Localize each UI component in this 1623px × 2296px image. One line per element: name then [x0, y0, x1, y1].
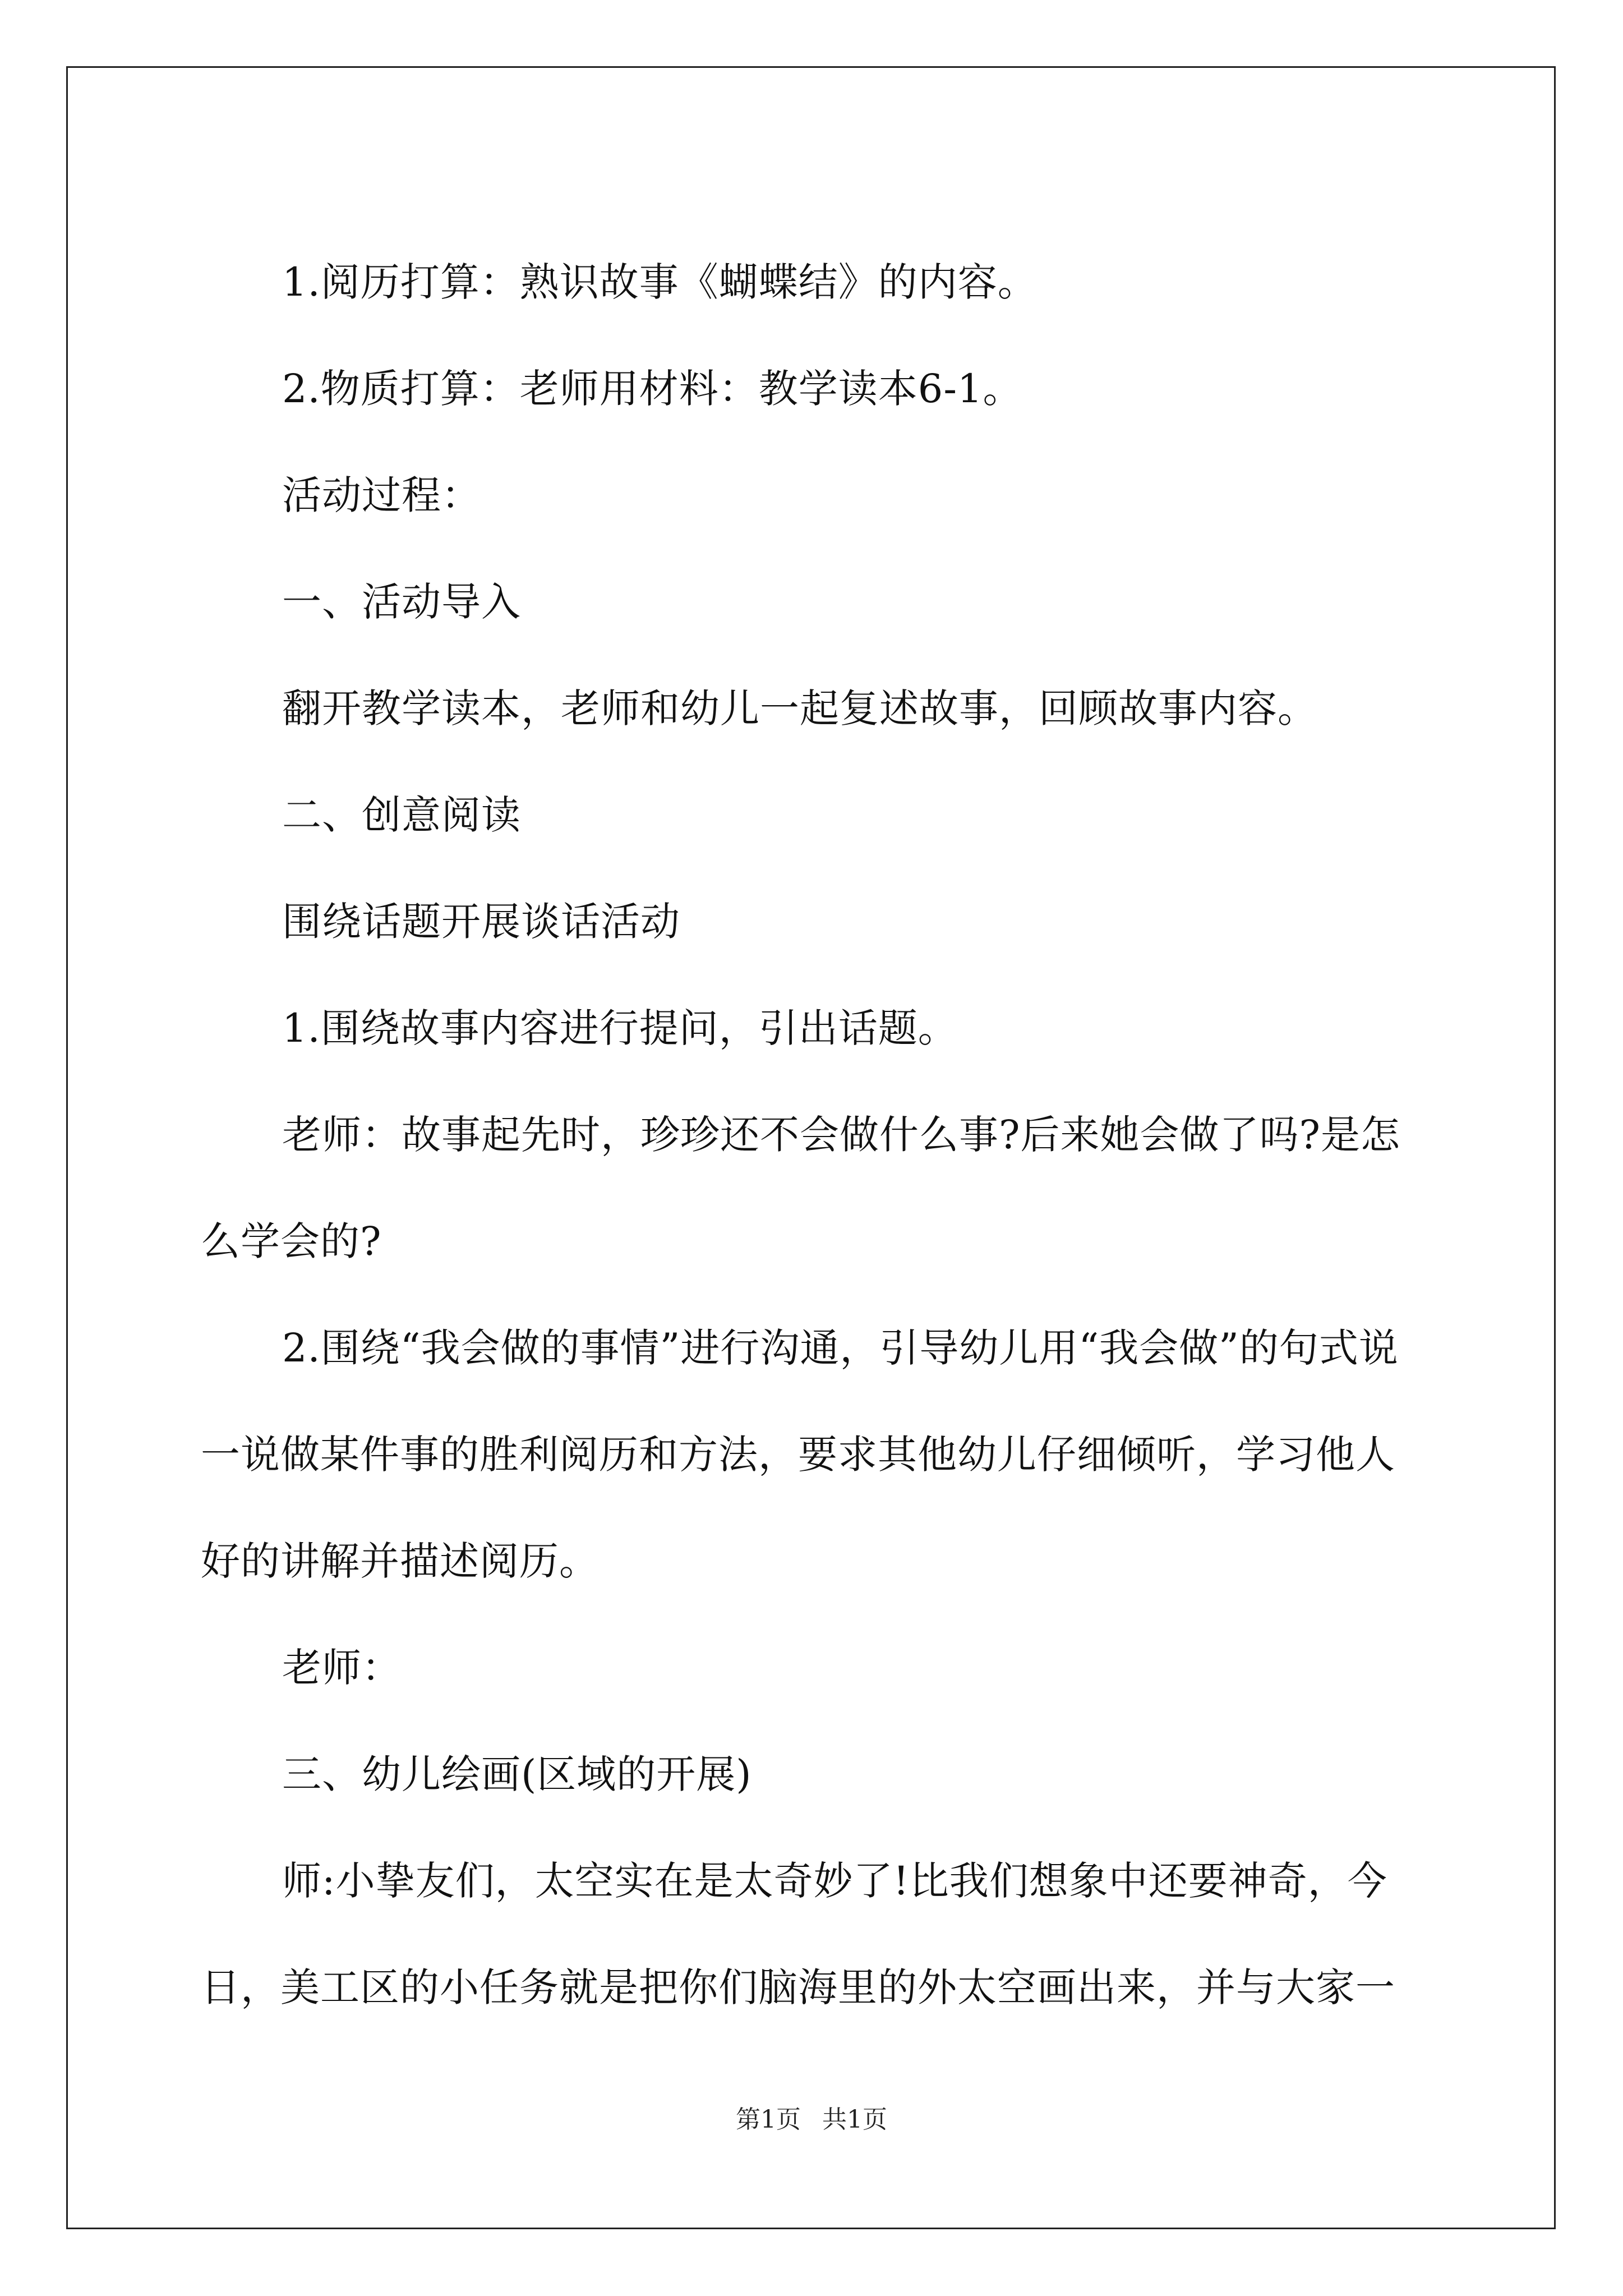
- paragraph-i-can-do: 2.围绕“我会做的事情”进行沟通，引导幼儿用“我会做”的句式说一说做某件事的胜利阅历和方法，要求其他幼儿仔细倾听，学习他人好的讲解并描述阅历。: [201, 1325, 1399, 1584]
- heading-creative-reading: 二、创意阅读: [282, 792, 521, 838]
- heading-child-drawing: 三、幼儿绘画(区域的开展): [282, 1751, 752, 1797]
- paragraph-activity-process: 活动过程：: [282, 472, 481, 518]
- heading-activity-intro: 一、活动导入: [282, 579, 521, 625]
- paragraph-teacher-question: 老师：故事起先时，珍珍还不会做什么事?后来她会做了吗?是怎么学会的?: [201, 1112, 1401, 1264]
- page-number-total: 共1页: [822, 2105, 887, 2134]
- paragraph-experience-prep: 1.阅历打算：熟识故事《蝴蝶结》的内容。: [282, 259, 1038, 305]
- paragraph-material-prep: 2.物质打算：老师用材料：教学读本6-1。: [282, 366, 1023, 412]
- paragraph-space-drawing: 师:小挚友们，太空实在是太奇妙了!比我们想象中还要神奇，今日，美工区的小任务就是把你们脑海里的外太空画出来，并与大家一: [201, 1858, 1395, 2010]
- paragraph-teacher: 老师：: [282, 1645, 402, 1691]
- paragraph-topic-talk: 围绕话题开展谈话活动: [282, 899, 680, 945]
- page-footer: [0, 2099, 1623, 2135]
- paragraph-open-reader: 翻开教学读本，老师和幼儿一起复述故事，回顾故事内容。: [282, 685, 1317, 731]
- page-number-current: 第1页: [736, 2105, 801, 2134]
- document-body: [201, 229, 1423, 2041]
- paragraph-ask-questions: 1.围绕故事内容进行提问，引出话题。: [282, 1005, 958, 1051]
